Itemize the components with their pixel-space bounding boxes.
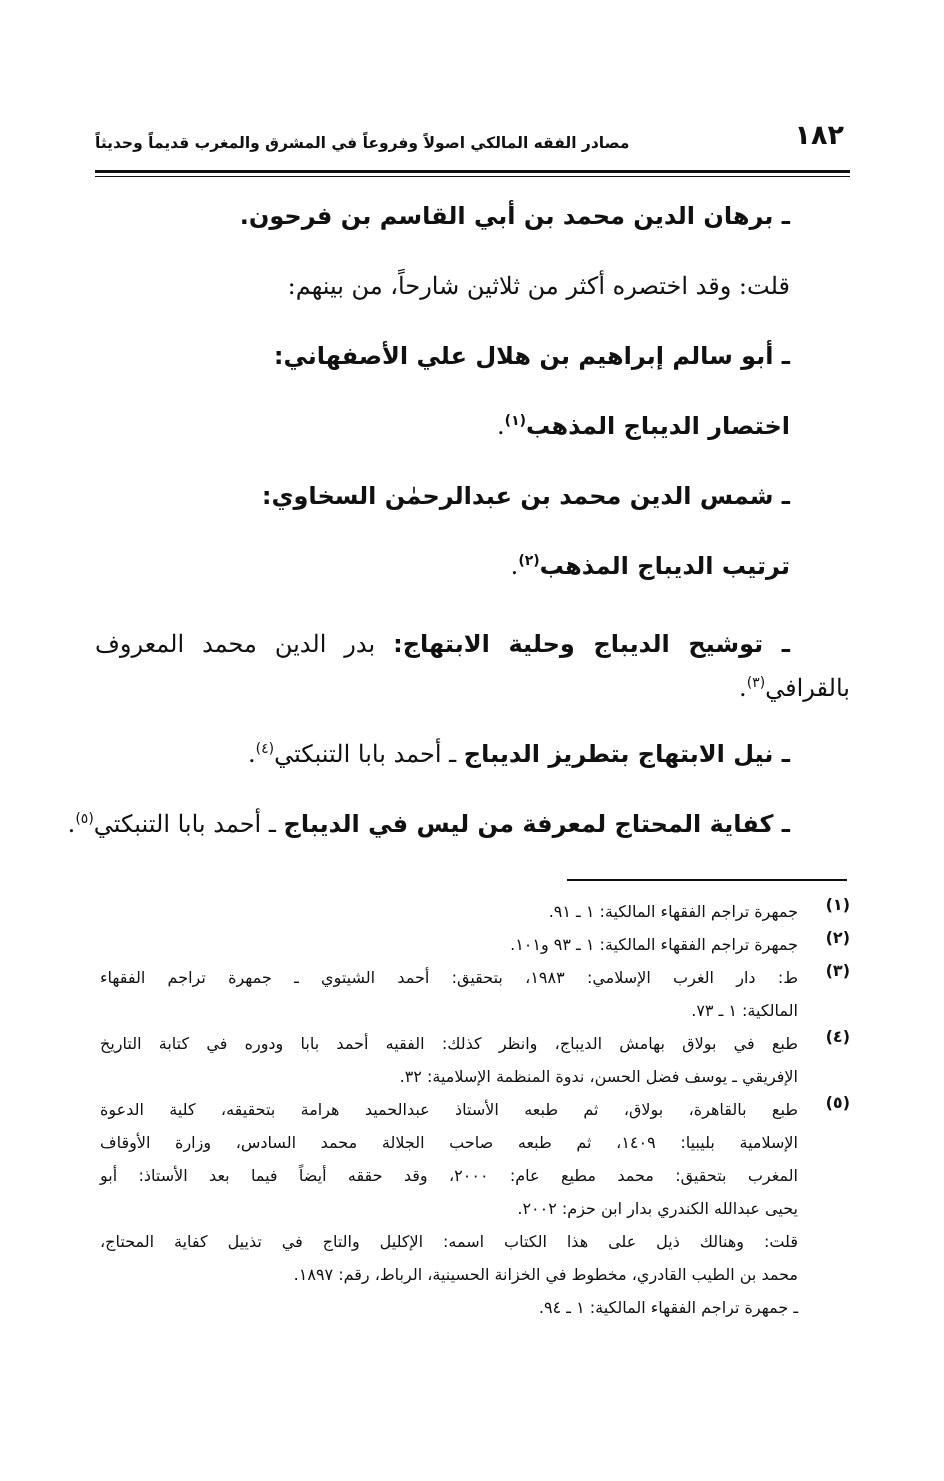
- punctuation: .: [247, 740, 256, 768]
- footnote-line: ـ جمهرة تراجم الفقهاء المالكية: ١ ـ ٩٤.: [538, 1298, 798, 1317]
- footnote-line: طبع بالقاهرة، بولاق، ثم طبعه الأستاذ عبدالحميد هرامة بتحقيقه، كلية الدعوة: [100, 1100, 798, 1119]
- footnote-ref[interactable]: (٤): [255, 741, 275, 757]
- footnote-ref[interactable]: (٥): [75, 811, 94, 827]
- footnote-line: يحيى عبدالله الكندري بدار ابن حزم: ٢٠٠٢.: [517, 1199, 798, 1218]
- footnote-ref[interactable]: (١): [504, 413, 527, 429]
- footnote-separator: [567, 879, 847, 881]
- note-text: قلت: وقد اختصره أكثر من ثلاثين شارحاً، من بينهم:: [287, 272, 790, 300]
- punctuation: .: [67, 810, 76, 838]
- continuation-line-8: [739, 674, 850, 702]
- book-title: ـ نيل الابتهاج بتطريز الديباج: [463, 740, 790, 768]
- footnotes: [100, 895, 850, 1324]
- footnote-5: [100, 1093, 850, 1324]
- footnote-number: (٢): [825, 928, 850, 947]
- entry-text: ـ برهان الدين محمد بن أبي القاسم بن فرحون.: [239, 202, 790, 230]
- footnote-4: [100, 1027, 850, 1093]
- footnote-ref[interactable]: (٢): [518, 553, 540, 569]
- entry-line-5: [262, 482, 790, 510]
- running-title: مصادر الفقه المالكي اصولاً وفروعاً في المشرق والمغرب قديماً وحديثاً: [95, 134, 630, 152]
- entry-text: ـ أبو سالم إبراهيم بن هلال علي الأصفهاني:: [273, 342, 790, 370]
- footnote-number: (١): [825, 895, 850, 914]
- author-text: ـ أحمد بابا التنبكتي: [93, 810, 276, 838]
- page-number: ١٨٢: [794, 120, 844, 151]
- footnote-number: (٣): [825, 961, 850, 980]
- footnote-number: (٥): [825, 1093, 850, 1112]
- book-title: ـ كفاية المحتاج لمعرفة من ليس في الديباج: [283, 810, 790, 838]
- punctuation: .: [510, 552, 519, 580]
- footnote-line: الإفريقي ـ يوسف فضل الحسن، ندوة المنظمة الإسلامية: ٣٢.: [399, 1067, 798, 1086]
- title-line-4: [497, 412, 790, 440]
- entry-line-10: [68, 810, 790, 838]
- punctuation: .: [497, 412, 505, 440]
- author-text: بدر الدين محمد المعروف: [95, 630, 376, 658]
- footnote-line: طبع في بولاق بهامش الديباج، وانظر كذلك: الفقيه أحمد بابا ودوره في كتابة التاريخ: [100, 1034, 798, 1053]
- book-title: ترتيب الديباج المذهب: [539, 552, 790, 580]
- footnote-3: [100, 961, 850, 1027]
- author-text: ـ أحمد بابا التنبكتي: [274, 740, 457, 768]
- header-rule-thin: [95, 176, 850, 177]
- footnote-line: محمد بن الطيب القادري، مخطوط في الخزانة الحسينية، الرباط، رقم: ١٨٩٧.: [293, 1265, 798, 1284]
- header-rule-thick: [95, 170, 850, 173]
- book-title: اختصار الديباج المذهب: [526, 412, 790, 440]
- entry-line-7: [95, 630, 790, 658]
- entry-line-1: [240, 202, 790, 230]
- footnote-line: ط: دار الغرب الإسلامي: ١٩٨٣، بتحقيق: أحمد الشيتوي ـ جمهرة تراجم الفقهاء: [100, 968, 799, 987]
- footnote-line: الإسلامية بليبيا: ١٤٠٩، ثم طبعه صاحب الجلالة محمد السادس، وزارة الأوقاف: [100, 1133, 798, 1152]
- footnote-line: جمهرة تراجم الفقهاء المالكية: ١ ـ ٩١.: [548, 902, 798, 921]
- entry-text: ـ شمس الدين محمد بن عبدالرحمٰن السخاوي:: [261, 482, 790, 510]
- footnote-ref[interactable]: (٣): [746, 675, 766, 691]
- title-line-6: [511, 552, 790, 580]
- footnote-number: (٤): [825, 1027, 850, 1046]
- footnote-line: المالكية: ١ ـ ٧٣.: [691, 1001, 798, 1020]
- footnote-1: [100, 895, 850, 928]
- punctuation: .: [739, 674, 747, 702]
- footnote-2: [100, 928, 850, 961]
- note-line-2: [288, 272, 790, 300]
- footnote-line: قلت: وهنالك ذيل على هذا الكتاب اسمه: الإكليل والتاج في تذييل كفاية المحتاج،: [100, 1232, 798, 1251]
- running-header: [95, 118, 850, 168]
- book-title: ـ توشيح الديباج وحلية الابتهاج:: [393, 630, 790, 658]
- footnote-line: جمهرة تراجم الفقهاء المالكية: ١ ـ ٩٣ و١٠١.: [510, 935, 798, 954]
- entry-line-3: [274, 342, 790, 370]
- footnote-line: المغرب بتحقيق: محمد مطيع عام: ٢٠٠٠، وقد حققه أيضاً فيما بعد الأستاذ: أبو: [100, 1166, 799, 1185]
- entry-line-9: [248, 740, 790, 768]
- author-text: بالقرافي: [765, 674, 850, 702]
